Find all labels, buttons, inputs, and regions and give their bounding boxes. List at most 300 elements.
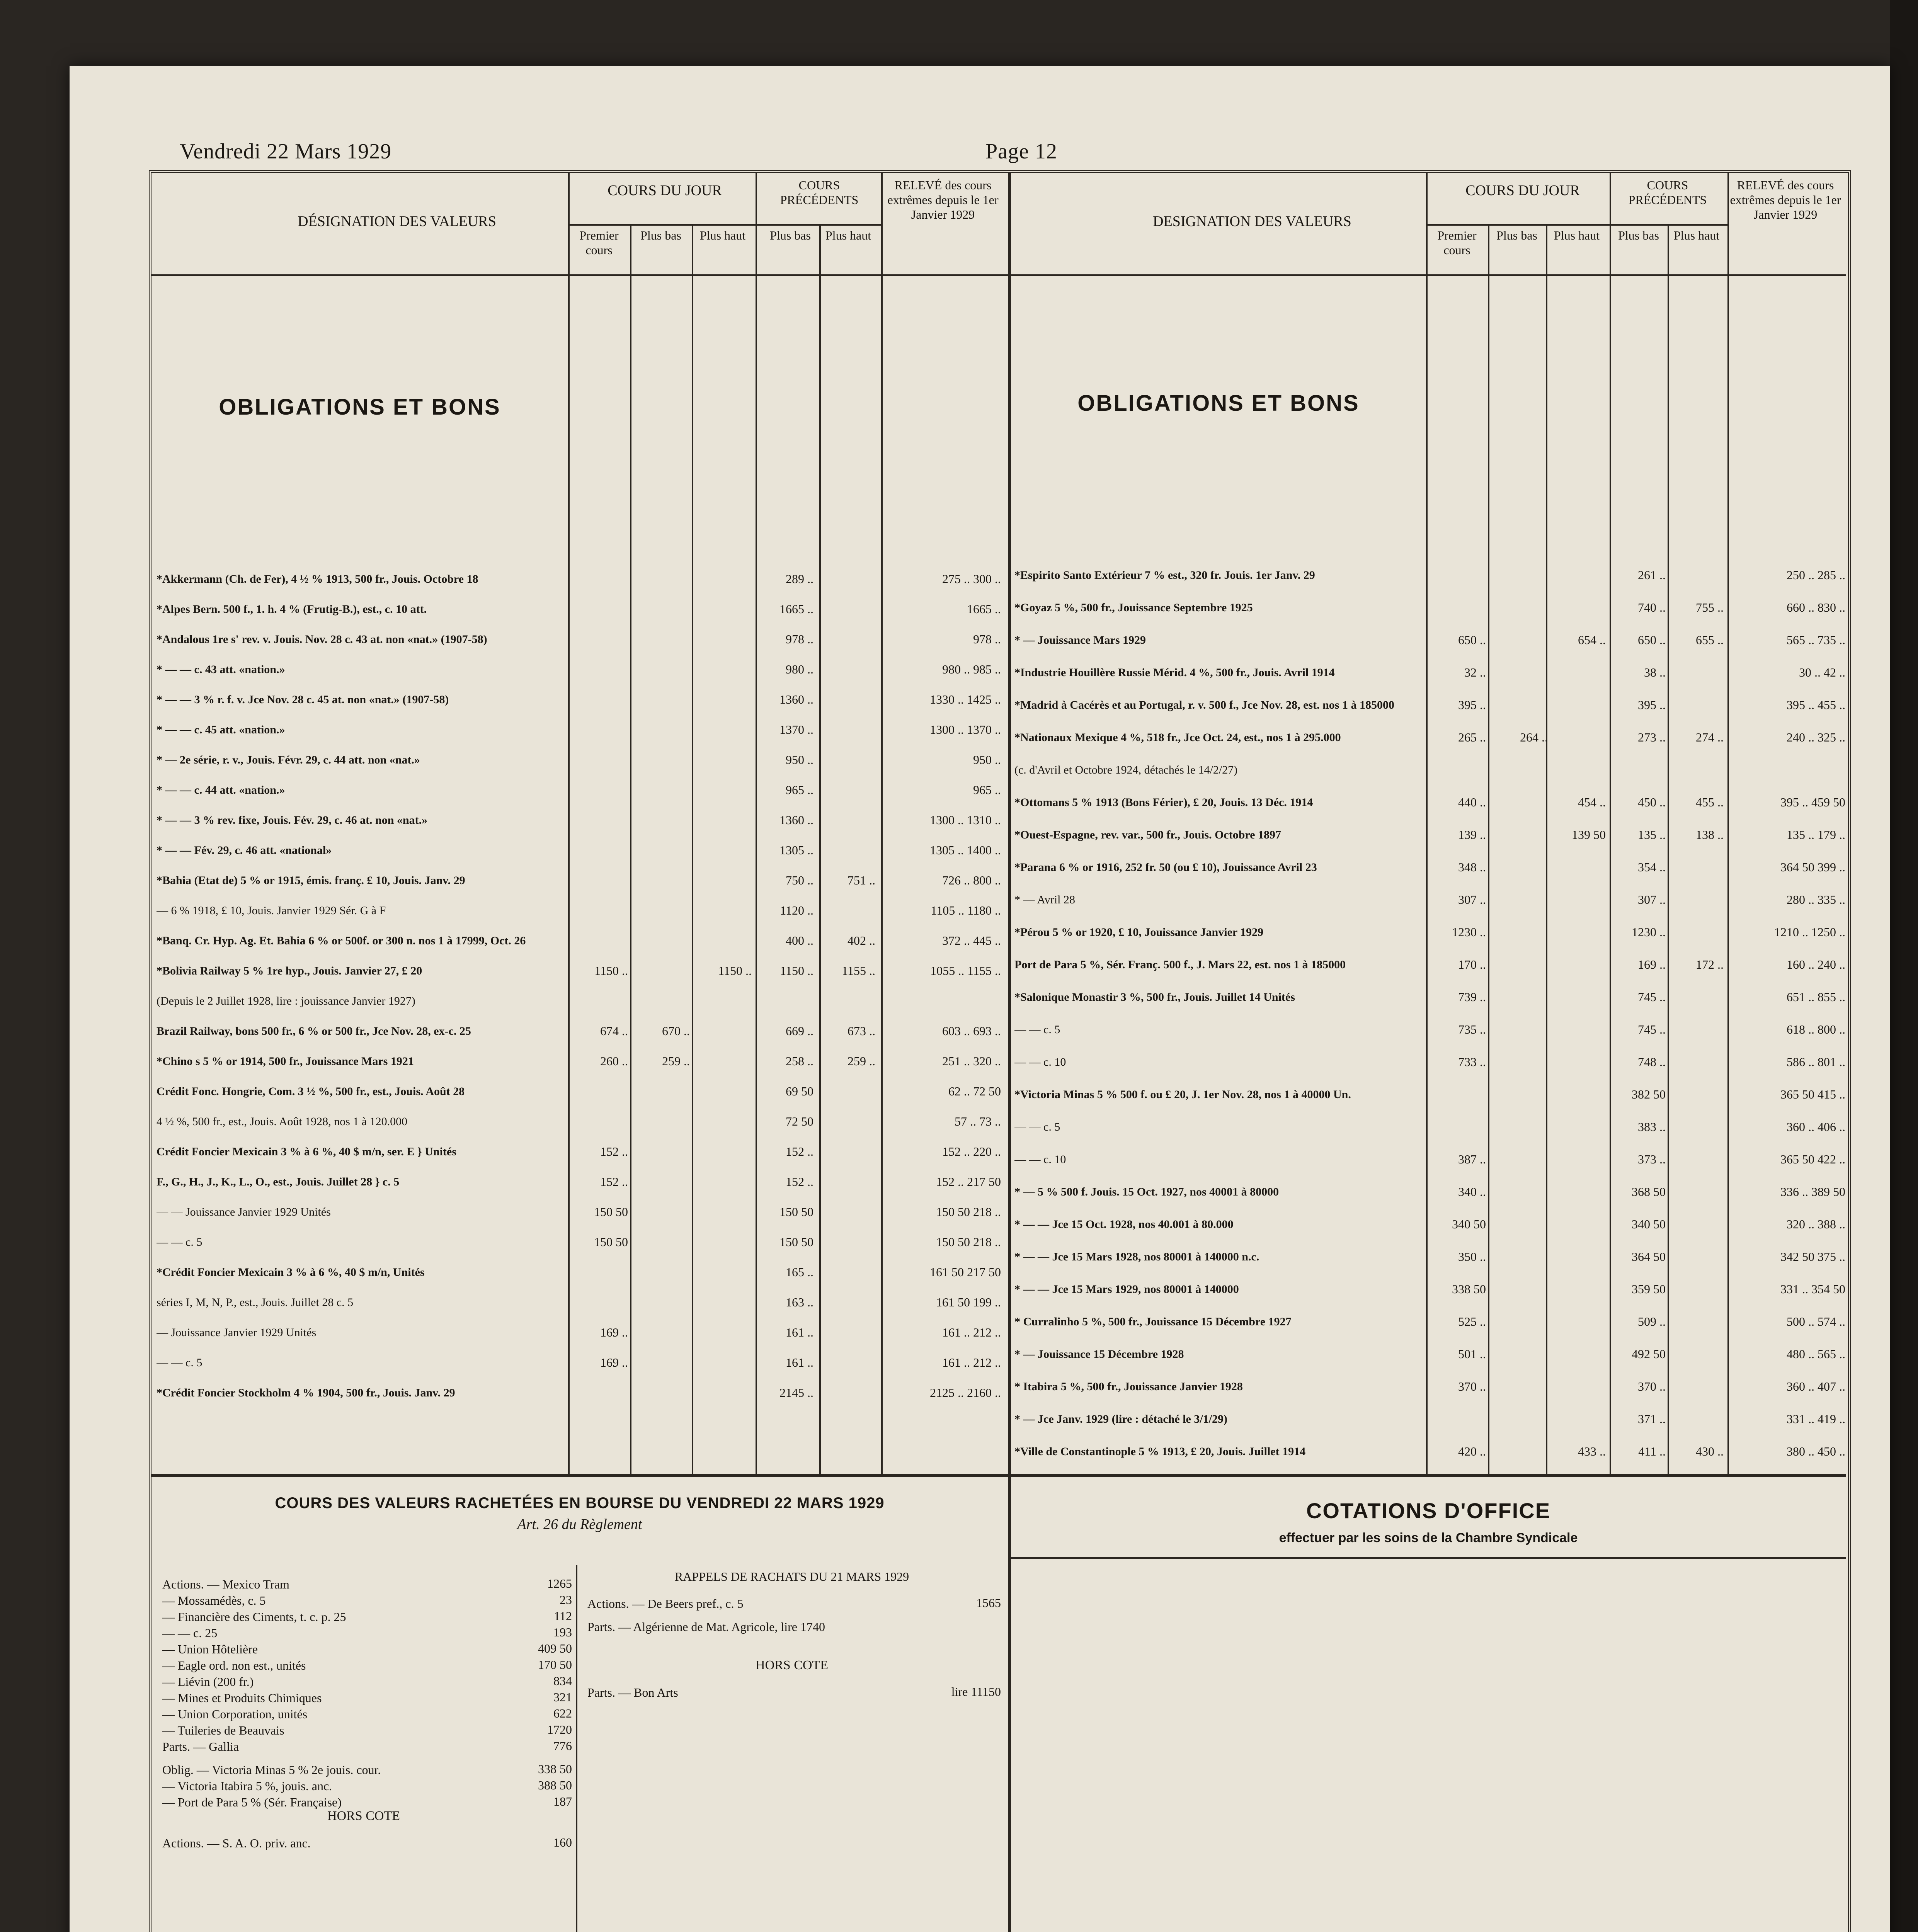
left_rows-releve: 150 50 218 ..: [936, 1235, 1001, 1249]
right_rows-prec-bas: 450 ..: [1638, 795, 1666, 809]
rachetee-value: 834: [553, 1674, 572, 1688]
right_rows-premier: 395 ..: [1458, 698, 1486, 712]
rachetee-label: — Port de Para 5 % (Sér. Française): [162, 1795, 342, 1809]
page-edge: [1890, 0, 1918, 1932]
left_rows-prec-bas: 1360 ..: [779, 692, 813, 706]
left_rows-row-label: * — — c. 43 att. «nation.»: [157, 663, 285, 676]
left_rows-prec-bas: 400 ..: [786, 934, 813, 947]
right_rows-releve: 586 .. 801 ..: [1787, 1055, 1845, 1069]
left_rows-row-label: Crédit Fonc. Hongrie, Com. 3 ½ %, 500 fr., est., Jouis. Août 28: [157, 1085, 465, 1098]
right_rows-premier: 265 ..: [1458, 730, 1486, 744]
right_rows-prec-bas: 740 ..: [1638, 600, 1666, 614]
left_rows-prec-bas: 1150 ..: [780, 964, 813, 978]
rachetee-value: 112: [554, 1609, 572, 1623]
left_rows-releve: 1300 .. 1370 ..: [930, 723, 1001, 736]
rule: [1008, 1474, 1011, 1932]
rappel-rachat-value: lire 11150: [951, 1685, 1001, 1699]
left_rows-row-label: * — — c. 44 att. «nation.»: [157, 784, 285, 796]
right_rows-releve: 395 .. 459 50: [1780, 795, 1845, 809]
right_rows-prec-bas: 650 ..: [1638, 633, 1666, 647]
left_rows-premier: 150 50: [594, 1235, 628, 1249]
right_rows-prec-haut: 172 ..: [1696, 957, 1724, 971]
right_rows-releve: 30 .. 42 ..: [1799, 665, 1845, 679]
left_rows-plus-bas: 259 ..: [662, 1054, 690, 1068]
right_rows-prec-haut: 430 ..: [1696, 1444, 1724, 1458]
right_rows-releve: 565 .. 735 ..: [1787, 633, 1845, 647]
right_rows-row-label: * — 5 % 500 f. Jouis. 15 Oct. 1927, nos 40001 à 80000: [1014, 1185, 1279, 1198]
right_rows-prec-bas: 359 50: [1632, 1282, 1666, 1296]
right_rows-row-label: * Itabira 5 %, 500 fr., Jouissance Janvier 1928: [1014, 1380, 1243, 1393]
left_rows-premier: 150 50: [594, 1205, 628, 1219]
cotations-subtitle: effectuer par les soins de la Chambre Syndicale: [1279, 1531, 1578, 1545]
right_rows-prec-bas: 1230 ..: [1632, 925, 1666, 939]
right_rows-row-label: *Goyaz 5 %, 500 fr., Jouissance Septembre 1925: [1014, 601, 1253, 614]
right_rows-row-label: * — — Jce 15 Mars 1928, nos 80001 à 140000 n.c.: [1014, 1250, 1259, 1263]
right_rows-releve: 364 50 399 ..: [1780, 860, 1845, 874]
left_rows-releve: 978 ..: [973, 632, 1001, 646]
left_rows-premier: 152 ..: [600, 1145, 628, 1158]
left_rows-row-label: * — — c. 45 att. «nation.»: [157, 723, 285, 736]
left_rows-releve: 980 .. 985 ..: [942, 662, 1001, 676]
left_rows-row-label: * — — 3 % rev. fixe, Jouis. Fév. 29, c. 46 at. non «nat.»: [157, 814, 428, 827]
rule: [1546, 224, 1547, 1474]
right_rows-releve: 651 .. 855 ..: [1787, 990, 1845, 1004]
left_rows-plus-haut: 1150 ..: [718, 964, 752, 978]
rachetee-value: 776: [553, 1739, 572, 1753]
right_rows-row-label: — — c. 5: [1014, 1121, 1060, 1133]
right_rows-releve: 250 .. 285 ..: [1787, 568, 1845, 582]
right_rows-premier: 735 ..: [1458, 1022, 1486, 1036]
right_rows-premier: 733 ..: [1458, 1055, 1486, 1069]
left_rows-releve: 1305 .. 1400 ..: [930, 843, 1001, 857]
right_rows-row-label: *Ottomans 5 % 1913 (Bons Férier), £ 20, Jouis. 13 Déc. 1914: [1014, 796, 1313, 809]
rachetee-label: — Liévin (200 fr.): [162, 1675, 254, 1689]
left_rows-releve: 161 50 217 50: [930, 1265, 1001, 1279]
right_rows-row-label: * — Jouissance 15 Décembre 1928: [1014, 1348, 1184, 1361]
right_rows-prec-bas: 383 ..: [1638, 1120, 1666, 1134]
rachetee-value: 622: [553, 1706, 572, 1720]
left_rows-releve: 251 .. 320 ..: [942, 1054, 1001, 1068]
right_rows-row-label: Port de Para 5 %, Sér. Franç. 500 f., J. Mars 22, est. nos 1 à 185000: [1014, 958, 1346, 971]
left_rows-prec-bas: 950 ..: [786, 753, 813, 767]
right_rows-prec-bas: 169 ..: [1638, 957, 1666, 971]
right_rows-row-label: * Curralinho 5 %, 500 fr., Jouissance 15 Décembre 1927: [1014, 1315, 1292, 1328]
left_rows-row-label: — — Jouissance Janvier 1929 Unités: [157, 1206, 331, 1218]
left_rows-prec-bas: 2145 ..: [779, 1386, 813, 1400]
left_rows-prec-bas: 1370 ..: [779, 723, 813, 736]
rachetee-label: — — c. 25: [162, 1626, 218, 1640]
right_rows-row-label: *Industrie Houillère Russie Mérid. 4 %, 500 fr., Jouis. Avril 1914: [1014, 666, 1335, 679]
left_rows-releve: 950 ..: [973, 753, 1001, 767]
cours-jour-header: COURS DU JOUR: [608, 182, 722, 199]
left_rows-releve: 1300 .. 1310 ..: [930, 813, 1001, 827]
right_rows-prec-haut: 755 ..: [1696, 600, 1724, 614]
left_rows-releve: 62 .. 72 50: [948, 1084, 1001, 1098]
left_rows-prec-bas: 161 ..: [786, 1325, 813, 1339]
right_rows-releve: 135 .. 179 ..: [1787, 828, 1845, 842]
cours-precedents-right-header: COURS PRÉCÉDENTS: [1628, 178, 1707, 207]
right_rows-plus-haut: 433 ..: [1578, 1444, 1606, 1458]
left_rows-prec-bas: 152 ..: [786, 1175, 813, 1189]
left_rows-releve: 57 .. 73 ..: [955, 1114, 1001, 1128]
left_rows-prec-bas: 1305 ..: [779, 843, 813, 857]
center-rule: [1008, 172, 1011, 1474]
right_rows-row-label: — — c. 10: [1014, 1056, 1066, 1068]
left_rows-prec-bas: 980 ..: [786, 662, 813, 676]
right_rows-row-label: — — c. 10: [1014, 1153, 1066, 1166]
releve-header: RELEVÉ des cours extrêmes depuis le 1er Janvier 1929: [887, 178, 999, 221]
rachetee-value: 409 50: [538, 1641, 572, 1655]
left_rows-row-label: *Akkermann (Ch. de Fer), 4 ½ % 1913, 500 fr., Jouis. Octobre 18: [157, 573, 478, 585]
rachetee-value: 338 50: [538, 1762, 572, 1776]
rappel-rachat-label: Parts. — Bon Arts: [587, 1685, 678, 1699]
plus-haut-right-header: Plus haut: [1554, 228, 1600, 242]
right_rows-prec-bas: 748 ..: [1638, 1055, 1666, 1069]
right_rows-prec-bas: 364 50: [1632, 1250, 1666, 1264]
left_rows-releve: 152 .. 220 ..: [942, 1145, 1001, 1158]
rule: [1011, 1557, 1846, 1559]
hors-cote-right: HORS COTE: [756, 1658, 828, 1672]
right_rows-premier: 1230 ..: [1452, 925, 1486, 939]
left_rows-prec-bas: 161 ..: [786, 1355, 813, 1369]
right_rows-prec-bas: 135 ..: [1638, 828, 1666, 842]
right_rows-prec-bas: 395 ..: [1638, 698, 1666, 712]
left_rows-releve: 161 .. 212 ..: [942, 1355, 1001, 1369]
rule: [1426, 172, 1428, 1474]
plus-bas-right-header: Plus bas: [1496, 228, 1537, 242]
right_rows-premier: 348 ..: [1458, 860, 1486, 874]
rule: [1668, 224, 1669, 1474]
rappel-rachat-label: Actions. — De Beers pref., c. 5: [587, 1597, 744, 1611]
rule: [576, 1565, 577, 1932]
right_rows-releve: 331 .. 419 ..: [1787, 1412, 1845, 1426]
premier-header: Premier cours: [579, 228, 619, 257]
right_rows-row-label: *Ouest-Espagne, rev. var., 500 fr., Jouis. Octobre 1897: [1014, 828, 1282, 841]
premier-right-header: Premier cours: [1437, 228, 1477, 257]
releve-right-header: RELEVÉ des cours extrêmes depuis le 1er Janvier 1929: [1730, 178, 1841, 221]
rachetees-subtitle: Art. 26 du Règlement: [517, 1516, 642, 1532]
left_rows-row-label: *Crédit Foncier Stockholm 4 % 1904, 500 fr., Jouis. Janv. 29: [157, 1386, 455, 1399]
rule: [568, 172, 570, 1474]
right_rows-row-label: *Ville de Constantinople 5 % 1913, £ 20, Jouis. Juillet 1914: [1014, 1445, 1306, 1458]
left_rows-releve: 1105 .. 1180 ..: [931, 903, 1001, 917]
rachetee-value: 321: [553, 1690, 572, 1704]
right_rows-releve: 342 50 375 ..: [1780, 1250, 1845, 1264]
right_rows-prec-bas: 382 50: [1632, 1087, 1666, 1101]
right_rows-premier: 650 ..: [1458, 633, 1486, 647]
left_rows-row-label: *Crédit Foncier Mexicain 3 % à 6 %, 40 $ m/n, Unités: [157, 1266, 425, 1279]
designation-header: DÉSIGNATION DES VALEURS: [298, 213, 496, 230]
right_rows-premier: 387 ..: [1458, 1152, 1486, 1166]
left_rows-prec-bas: 289 ..: [786, 572, 813, 586]
left_rows-releve: 1665 ..: [967, 602, 1001, 616]
right_rows-releve: 365 50 422 ..: [1780, 1152, 1845, 1166]
right_rows-releve: 331 .. 354 50: [1780, 1282, 1845, 1296]
left_rows-row-label: * — — 3 % r. f. v. Jce Nov. 28 c. 45 at. non «nat.» (1907-58): [157, 693, 449, 706]
rachetee-value: 388 50: [538, 1778, 572, 1792]
left_rows-prec-bas: 750 ..: [786, 873, 813, 887]
right_rows-plus-haut: 654 ..: [1578, 633, 1606, 647]
right_rows-premier: 340 50: [1452, 1217, 1486, 1231]
page-number: Page 12: [985, 139, 1057, 163]
left_rows-prec-bas: 72 50: [786, 1114, 813, 1128]
left_rows-releve: 965 ..: [973, 783, 1001, 797]
left_rows-prec-haut: 1155 ..: [842, 964, 875, 978]
left_rows-prec-bas: 165 ..: [786, 1265, 813, 1279]
left_rows-releve: 161 .. 212 ..: [942, 1325, 1001, 1339]
rule: [151, 274, 1846, 276]
rule: [1727, 172, 1729, 1474]
left_rows-prec-bas: 152 ..: [786, 1145, 813, 1158]
rachetee-label: — Mines et Produits Chimiques: [162, 1691, 322, 1705]
right_rows-premier: 370 ..: [1458, 1379, 1486, 1393]
left_rows-prec-haut: 402 ..: [848, 934, 875, 947]
left_rows-row-label: Crédit Foncier Mexicain 3 % à 6 %, 40 $ m/n, ser. E } Unités: [157, 1145, 456, 1158]
rachetee-value: 1265: [547, 1577, 572, 1590]
rappels-rachats-title: RAPPELS DE RACHATS DU 21 MARS 1929: [674, 1570, 909, 1583]
right_rows-prec-bas: 354 ..: [1638, 860, 1666, 874]
prec-bas-header: Plus bas: [770, 228, 811, 242]
right_rows-premier: 340 ..: [1458, 1185, 1486, 1199]
rachetee-label: — Victoria Itabira 5 %, jouis. anc.: [162, 1779, 332, 1793]
left_rows-row-label: — — c. 5: [157, 1236, 203, 1248]
rachetee-label: Parts. — Gallia: [162, 1740, 239, 1753]
right_rows-releve: 480 .. 565 ..: [1787, 1347, 1845, 1361]
right_rows-row-label: (c. d'Avril et Octobre 1924, détachés le 14/2/27): [1014, 764, 1238, 776]
left_rows-row-label: Brazil Railway, bons 500 fr., 6 % or 500 fr., Jce Nov. 28, ex-c. 25: [157, 1025, 471, 1037]
cotations-title: COTATIONS D'OFFICE: [1306, 1498, 1551, 1523]
right_rows-row-label: * — — Jce 15 Mars 1929, nos 80001 à 140000: [1014, 1283, 1239, 1296]
left_rows-row-label: (Depuis le 2 Juillet 1928, lire : jouissance Janvier 1927): [157, 995, 415, 1007]
left_rows-premier: 152 ..: [600, 1175, 628, 1189]
left_rows-releve: 275 .. 300 ..: [942, 572, 1001, 586]
left_rows-prec-bas: 978 ..: [786, 632, 813, 646]
hors-cote-left: HORS COTE: [327, 1809, 400, 1823]
left_rows-row-label: *Alpes Bern. 500 f., 1. h. 4 % (Frutig-B.), est., c. 10 att.: [157, 603, 427, 616]
left_rows-premier: 169 ..: [600, 1325, 628, 1339]
right_rows-premier: 420 ..: [1458, 1444, 1486, 1458]
rule: [692, 224, 693, 1474]
right_rows-releve: 160 .. 240 ..: [1787, 957, 1845, 971]
left_rows-prec-bas: 1360 ..: [779, 813, 813, 827]
prec-haut-right-header: Plus haut: [1673, 228, 1720, 242]
right_rows-row-label: * — Jce Janv. 1929 (lire : détaché le 3/1/29): [1014, 1413, 1228, 1425]
left_rows-prec-bas: 258 ..: [786, 1054, 813, 1068]
right_rows-prec-bas: 411 ..: [1638, 1444, 1666, 1458]
rule: [151, 1474, 1846, 1477]
left_rows-row-label: — — c. 5: [157, 1356, 203, 1369]
left_rows-row-label: *Banq. Cr. Hyp. Ag. Et. Bahia 6 % or 500f. or 300 n. nos 1 à 17999, Oct. 26: [157, 934, 526, 947]
left_rows-releve: 372 .. 445 ..: [942, 934, 1001, 947]
left_rows-row-label: *Chino s 5 % or 1914, 500 fr., Jouissance Mars 1921: [157, 1055, 414, 1068]
left_rows-releve: 603 .. 693 ..: [942, 1024, 1001, 1038]
left_rows-row-label: — 6 % 1918, £ 10, Jouis. Janvier 1929 Sér. G à F: [157, 904, 386, 917]
right_rows-releve: 320 .. 388 ..: [1787, 1217, 1845, 1231]
left_rows-premier: 1150 ..: [594, 964, 628, 978]
right_rows-row-label: * — — Jce 15 Oct. 1928, nos 40.001 à 80.000: [1014, 1218, 1234, 1231]
right_rows-prec-bas: 38 ..: [1644, 665, 1666, 679]
rachetee-label: Actions. — S. A. O. priv. anc.: [162, 1836, 311, 1850]
rule: [819, 224, 821, 1474]
right_rows-prec-haut: 455 ..: [1696, 795, 1724, 809]
right_rows-row-label: — — c. 5: [1014, 1023, 1060, 1036]
rachetee-label: Oblig. — Victoria Minas 5 % 2e jouis. cour.: [162, 1763, 381, 1777]
right_rows-prec-bas: 307 ..: [1638, 893, 1666, 906]
left_rows-row-label: * — — Fév. 29, c. 46 att. «national»: [157, 844, 332, 857]
left_rows-releve: 726 .. 800 ..: [942, 873, 1001, 887]
right_rows-releve: 360 .. 407 ..: [1787, 1379, 1845, 1393]
left_rows-row-label: F., G., H., J., K., L., O., est., Jouis. Juillet 28 } c. 5: [157, 1175, 400, 1188]
right_rows-prec-bas: 745 ..: [1638, 990, 1666, 1004]
right_rows-prec-bas: 509 ..: [1638, 1315, 1666, 1328]
left_rows-premier: 169 ..: [600, 1355, 628, 1369]
rule: [756, 224, 881, 226]
right_rows-premier: 139 ..: [1458, 828, 1486, 842]
rachetee-value: 1720: [547, 1723, 572, 1736]
right_rows-releve: 1210 .. 1250 ..: [1774, 925, 1845, 939]
left_rows-prec-bas: 965 ..: [786, 783, 813, 797]
rule: [630, 224, 631, 1474]
left_rows-premier: 674 ..: [600, 1024, 628, 1038]
right_rows-plus-haut: 139 50: [1572, 828, 1606, 842]
rachetee-label: Actions. — Mexico Tram: [162, 1577, 289, 1591]
right_rows-prec-haut: 138 ..: [1696, 828, 1724, 842]
left_rows-prec-bas: 150 50: [779, 1235, 813, 1249]
right_rows-releve: 365 50 415 ..: [1780, 1087, 1845, 1101]
rule: [881, 172, 883, 1474]
right_rows-row-label: *Parana 6 % or 1916, 252 fr. 50 (ou £ 10), Jouissance Avril 23: [1014, 861, 1317, 874]
left_rows-row-label: *Bahia (Etat de) 5 % or 1915, émis. franç. £ 10, Jouis. Janv. 29: [157, 874, 465, 887]
left_rows-row-label: *Andalous 1re s' rev. v. Jouis. Nov. 28 c. 43 at. non «nat.» (1907-58): [157, 633, 487, 646]
right_rows-prec-haut: 655 ..: [1696, 633, 1724, 647]
right_rows-prec-bas: 368 50: [1632, 1185, 1666, 1199]
newspaper-page: [70, 66, 1890, 1932]
right_rows-releve: 240 .. 325 ..: [1787, 730, 1845, 744]
rachetee-value: 23: [560, 1593, 572, 1607]
left_rows-releve: 2125 .. 2160 ..: [930, 1386, 1001, 1400]
right_rows-premier: 32 ..: [1464, 665, 1486, 679]
right_rows-prec-bas: 371 ..: [1638, 1412, 1666, 1426]
right_rows-prec-bas: 745 ..: [1638, 1022, 1666, 1036]
left_rows-row-label: — Jouissance Janvier 1929 Unités: [157, 1326, 317, 1339]
rachetee-label: — Mossamédès, c. 5: [162, 1594, 266, 1607]
rule: [1610, 172, 1611, 1474]
left_rows-releve: 1055 .. 1155 ..: [930, 964, 1001, 978]
right_rows-premier: 525 ..: [1458, 1315, 1486, 1328]
designation-right-header: DESIGNATION DES VALEURS: [1153, 213, 1351, 230]
left_rows-releve: 161 50 199 ..: [936, 1295, 1001, 1309]
left-section-title: OBLIGATIONS ET BONS: [219, 395, 501, 420]
right_rows-releve: 336 .. 389 50: [1780, 1185, 1845, 1199]
prec-bas-right-header: Plus bas: [1618, 228, 1659, 242]
rule: [1488, 224, 1489, 1474]
cours-precedents-header: COURS PRÉCÉDENTS: [780, 178, 859, 207]
right_rows-prec-bas: 373 ..: [1638, 1152, 1666, 1166]
right-section-title: OBLIGATIONS ET BONS: [1077, 391, 1360, 416]
right_rows-premier: 350 ..: [1458, 1250, 1486, 1264]
left_rows-prec-bas: 163 ..: [786, 1295, 813, 1309]
rachetee-value: 187: [553, 1794, 572, 1808]
left_rows-premier: 260 ..: [600, 1054, 628, 1068]
right_rows-prec-bas: 340 50: [1632, 1217, 1666, 1231]
rachetee-label: — Financière des Ciments, t. c. p. 25: [162, 1610, 346, 1624]
right_rows-row-label: *Madrid à Cacérès et au Portugal, r. v. 500 f., Jce Nov. 28, est. nos 1 à 185000: [1014, 699, 1394, 711]
right_rows-prec-bas: 261 ..: [1638, 568, 1666, 582]
left_rows-row-label: 4 ½ %, 500 fr., est., Jouis. Août 1928, nos 1 à 120.000: [157, 1115, 408, 1128]
left_rows-row-label: séries I, M, N, P., est., Jouis. Juillet 28 c. 5: [157, 1296, 354, 1309]
right_rows-prec-bas: 273 ..: [1638, 730, 1666, 744]
left_rows-row-label: *Bolivia Railway 5 % 1re hyp., Jouis. Janvier 27, £ 20: [157, 964, 422, 977]
right_rows-releve: 395 .. 455 ..: [1787, 698, 1845, 712]
right_rows-premier: 440 ..: [1458, 795, 1486, 809]
rachetee-label: — Union Hôtelière: [162, 1642, 258, 1656]
right_rows-releve: 660 .. 830 ..: [1787, 600, 1845, 614]
rachetee-value: 193: [553, 1625, 572, 1639]
right_rows-prec-bas: 370 ..: [1638, 1379, 1666, 1393]
plus-haut-header: Plus haut: [699, 228, 746, 242]
left_rows-releve: 150 50 218 ..: [936, 1205, 1001, 1219]
right_rows-premier: 501 ..: [1458, 1347, 1486, 1361]
left_rows-prec-bas: 1665 ..: [779, 602, 813, 616]
rule: [568, 224, 756, 226]
right_rows-releve: 360 .. 406 ..: [1787, 1120, 1845, 1134]
right_rows-row-label: * — Jouissance Mars 1929: [1014, 634, 1146, 646]
rappel-rachat-label: Parts. — Algérienne de Mat. Agricole, lire 1740: [587, 1620, 825, 1634]
rachetee-value: 170 50: [538, 1658, 572, 1672]
rachetees-title: COURS DES VALEURS RACHETÉES EN BOURSE DU VENDREDI 22 MARS 1929: [275, 1495, 885, 1512]
right_rows-plus-haut: 454 ..: [1578, 795, 1606, 809]
rachetee-label: — Eagle ord. non est., unités: [162, 1658, 306, 1672]
right_rows-row-label: *Nationaux Mexique 4 %, 518 fr., Jce Oct. 24, est., nos 1 à 295.000: [1014, 731, 1341, 744]
left_rows-prec-bas: 1120 ..: [780, 903, 813, 917]
right_rows-releve: 280 .. 335 ..: [1787, 893, 1845, 906]
right_rows-premier: 170 ..: [1458, 957, 1486, 971]
left_rows-prec-haut: 673 ..: [848, 1024, 875, 1038]
left_rows-prec-bas: 69 50: [786, 1084, 813, 1098]
rachetee-label: — Tuileries de Beauvais: [162, 1723, 284, 1737]
rachetee-label: — Union Corporation, unités: [162, 1707, 308, 1721]
right_rows-plus-bas: 264 ..: [1520, 730, 1548, 744]
right_rows-row-label: *Salonique Monastir 3 %, 500 fr., Jouis. Juillet 14 Unités: [1014, 991, 1295, 1003]
right_rows-prec-haut: 274 ..: [1696, 730, 1724, 744]
right_rows-premier: 307 ..: [1458, 893, 1486, 906]
left_rows-prec-bas: 669 ..: [786, 1024, 813, 1038]
rule: [1426, 224, 1610, 226]
rule: [1610, 224, 1727, 226]
left_rows-prec-haut: 259 ..: [848, 1054, 875, 1068]
cours-jour-right-header: COURS DU JOUR: [1465, 182, 1580, 199]
rule: [756, 172, 757, 1474]
plus-bas-header: Plus bas: [640, 228, 681, 242]
right_rows-premier: 739 ..: [1458, 990, 1486, 1004]
right_rows-row-label: *Victoria Minas 5 % 500 f. ou £ 20, J. 1er Nov. 28, nos 1 à 40000 Un.: [1014, 1088, 1351, 1101]
right_rows-row-label: *Pérou 5 % or 1920, £ 10, Jouissance Janvier 1929: [1014, 926, 1264, 939]
prec-haut-header: Plus haut: [825, 228, 871, 242]
left_rows-releve: 152 .. 217 50: [936, 1175, 1001, 1189]
right_rows-releve: 500 .. 574 ..: [1787, 1315, 1845, 1328]
right_rows-releve: 618 .. 800 ..: [1787, 1022, 1845, 1036]
left_rows-releve: 1330 .. 1425 ..: [930, 692, 1001, 706]
left_rows-prec-haut: 751 ..: [848, 873, 875, 887]
page-date: Vendredi 22 Mars 1929: [180, 139, 392, 163]
left_rows-row-label: * — 2e série, r. v., Jouis. Févr. 29, c. 44 att. non «nat.»: [157, 753, 420, 766]
right_rows-row-label: * — Avril 28: [1014, 893, 1075, 906]
right_rows-premier: 338 50: [1452, 1282, 1486, 1296]
right_rows-releve: 380 .. 450 ..: [1787, 1444, 1845, 1458]
rachetee-value: 160: [553, 1835, 572, 1849]
rappel-rachat-value: 1565: [976, 1596, 1001, 1610]
right_rows-prec-bas: 492 50: [1632, 1347, 1666, 1361]
